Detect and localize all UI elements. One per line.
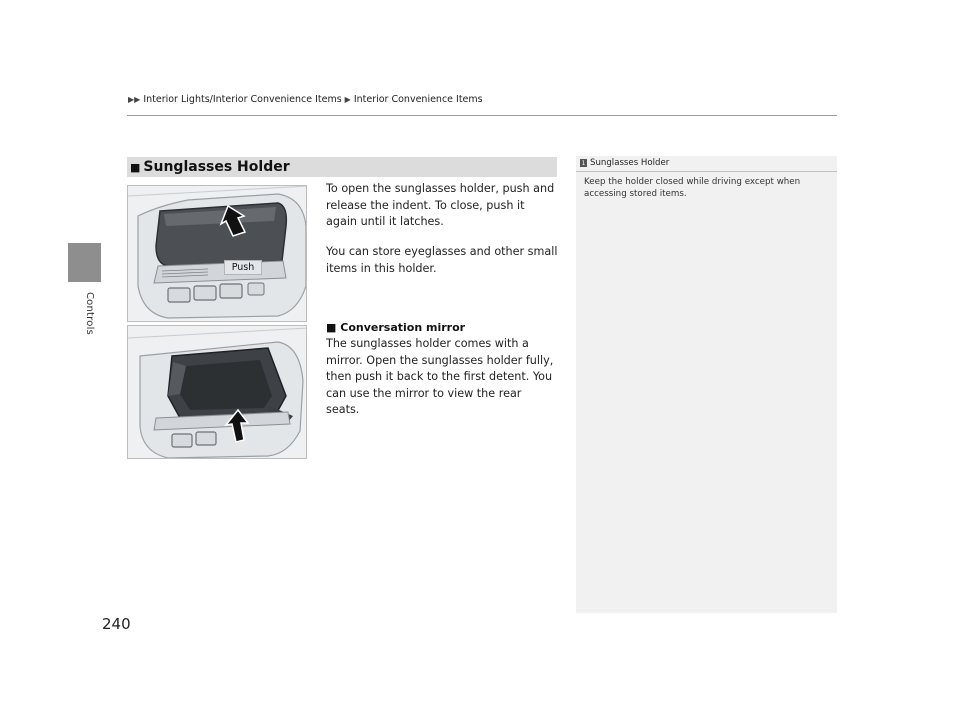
push-callout-label: Push <box>224 260 262 275</box>
breadcrumb-arrow-icon: ▶▶ <box>128 95 141 104</box>
subheading-conversation-mirror <box>326 321 465 334</box>
header-divider <box>127 115 837 116</box>
note-reference-icon: 1 <box>581 159 586 167</box>
instruction-paragraph-open-close: To open the sunglasses holder, push and release the indent. To close, push it again until it latches. <box>326 182 555 228</box>
subheading-marker-icon: ■ <box>326 321 337 334</box>
chapter-tab-label: Controls <box>84 292 95 335</box>
side-note-text: Keep the holder closed while driving except when accessing stored items. <box>584 177 801 199</box>
instruction-paragraph-mirror: The sunglasses holder comes with a mirror. Open the sunglasses holder fully, then push it back to the first detent. You can use the mirror to view the rear seats. <box>326 337 554 416</box>
holder-closed-drawing <box>128 186 307 322</box>
side-note-panel <box>576 156 837 613</box>
sunglasses-holder-illustration <box>127 185 307 322</box>
section-title: Sunglasses Holder <box>143 159 290 175</box>
section-marker-icon: ■ <box>130 160 141 174</box>
breadcrumb-item[interactable]: Interior Convenience Items <box>353 94 483 105</box>
page-number: 240 <box>102 615 131 633</box>
breadcrumb-item[interactable]: Interior Lights/Interior Convenience Items <box>143 94 342 105</box>
side-note-title: Sunglasses Holder <box>590 158 670 168</box>
holder-open-drawing <box>128 326 307 459</box>
section-header <box>127 157 557 177</box>
subheading-text: Conversation mirror <box>340 321 466 334</box>
conversation-mirror-illustration <box>127 325 307 459</box>
breadcrumb <box>128 94 483 105</box>
side-note-header <box>576 156 837 168</box>
chapter-tab[interactable] <box>68 243 101 282</box>
breadcrumb-arrow-icon: ▶ <box>344 95 351 104</box>
instruction-paragraph-storage: You can store eyeglasses and other small items in this holder. <box>326 245 558 275</box>
